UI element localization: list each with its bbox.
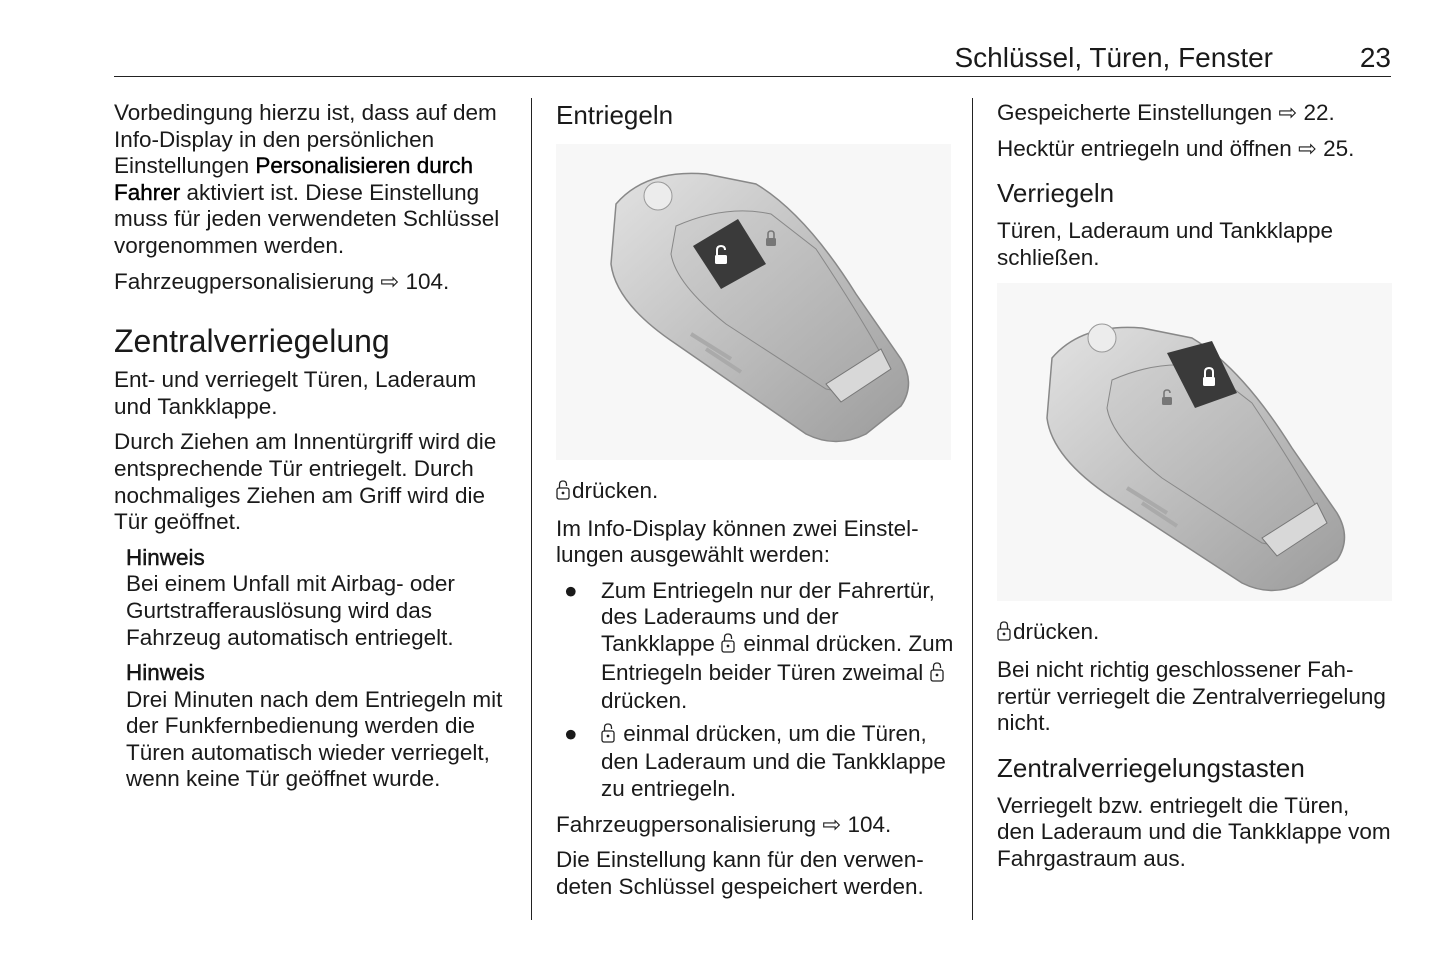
list-item: ● einmal drücken, um die Türen, den Laderaum und die Tankklappe zu entriegeln. <box>564 720 946 801</box>
column-divider <box>972 98 973 920</box>
paragraph: Türen, Laderaum und Tankklappe schließen. <box>997 218 1334 270</box>
paragraph: Ent- und verriegelt Türen, Laderaum und Tankklappe. <box>114 367 477 419</box>
cross-reference: Fahrzeugpersonalisierung ⇨ 104. <box>556 811 892 837</box>
note-text: Bei einem Unfall mit Airbag- oder Gurtstrafferauslösung wird das Fahrzeug automatisch entriegelt. <box>126 571 455 650</box>
note-box <box>126 545 514 651</box>
intro-paragraph: Vorbedingung hierzu ist, dass auf dem Info-Display in den persönlichen Einstellungen Personalisieren durch Fahrer aktiviert ist. Diese Einstellung muss für jeden verwendeten Schlüssel vorgenommen werden. <box>114 100 500 258</box>
page-header <box>114 40 1391 77</box>
setting-name: Personalisieren durch Fahrer <box>114 153 473 205</box>
cross-reference: Hecktür entriegeln und öffnen ⇨ 25. <box>997 135 1355 161</box>
unlock-icon <box>601 723 615 750</box>
note-heading: Hinweis <box>126 544 205 570</box>
paragraph: Bei nicht richtig geschlossener Fahrertür verriegelt die Zentralverriegelung nicht. <box>997 656 1386 736</box>
header-title: Schlüssel, Türen, Fenster <box>954 42 1273 73</box>
column-1 <box>114 100 514 802</box>
page-number: 23 <box>1359 42 1391 73</box>
unlock-icon <box>721 633 735 660</box>
cross-reference: Fahrzeugpersonalisierung ⇨ 104. <box>114 268 450 294</box>
unlock-icon <box>930 662 944 689</box>
column-divider <box>531 98 532 920</box>
note-box <box>126 660 514 793</box>
subsection-heading: Entriegeln <box>556 100 674 130</box>
paragraph: Verriegelt bzw. entriegelt die Türen, den Laderaum und die Tankklappe vom Fahrgastraum aus. <box>997 792 1391 871</box>
key-fob-unlock-illustration <box>556 144 951 460</box>
column-2 <box>556 100 956 909</box>
list-item: ● Zum Entriegeln nur der Fahrertür, des Laderaums und der Tankklappe einmal drücken. Zum Entriegeln beider Türen zweimal drücken. <box>564 577 954 714</box>
unlock-icon <box>556 480 570 507</box>
cross-reference: Gespeicherte Einstellungen ⇨ 22. <box>997 100 1335 125</box>
bullet-list <box>556 578 956 803</box>
note-heading: Hinweis <box>126 660 205 686</box>
paragraph: Die Einstellung kann für den verwendeten Schlüssel gespeichert werden. <box>556 847 924 899</box>
press-instruction: drücken. <box>997 619 1392 648</box>
column-3 <box>997 100 1392 882</box>
note-text: Drei Minuten nach dem Entriegeln mit der Funkfernbedienung werden die Türen automatisch wieder verriegelt, wenn keine Tür geöffnet wurde. <box>126 686 503 792</box>
section-heading: Zentralverriegelung <box>114 323 390 360</box>
paragraph: Im Info-Display können zwei Einstellungen ausgewählt werden: <box>556 515 919 568</box>
paragraph: Durch Ziehen am Innentürgriff wird die entsprechende Tür entriegelt. Durch nochmaliges Ziehen am Griff wird die Tür geöffnet. <box>114 429 497 535</box>
subsection-heading: Zentralverriegelungstasten <box>997 752 1305 783</box>
subsection-heading: Verriegeln <box>997 178 1115 209</box>
press-instruction: drücken. <box>556 478 956 507</box>
lock-icon <box>997 621 1011 648</box>
key-fob-lock-illustration <box>997 283 1392 601</box>
